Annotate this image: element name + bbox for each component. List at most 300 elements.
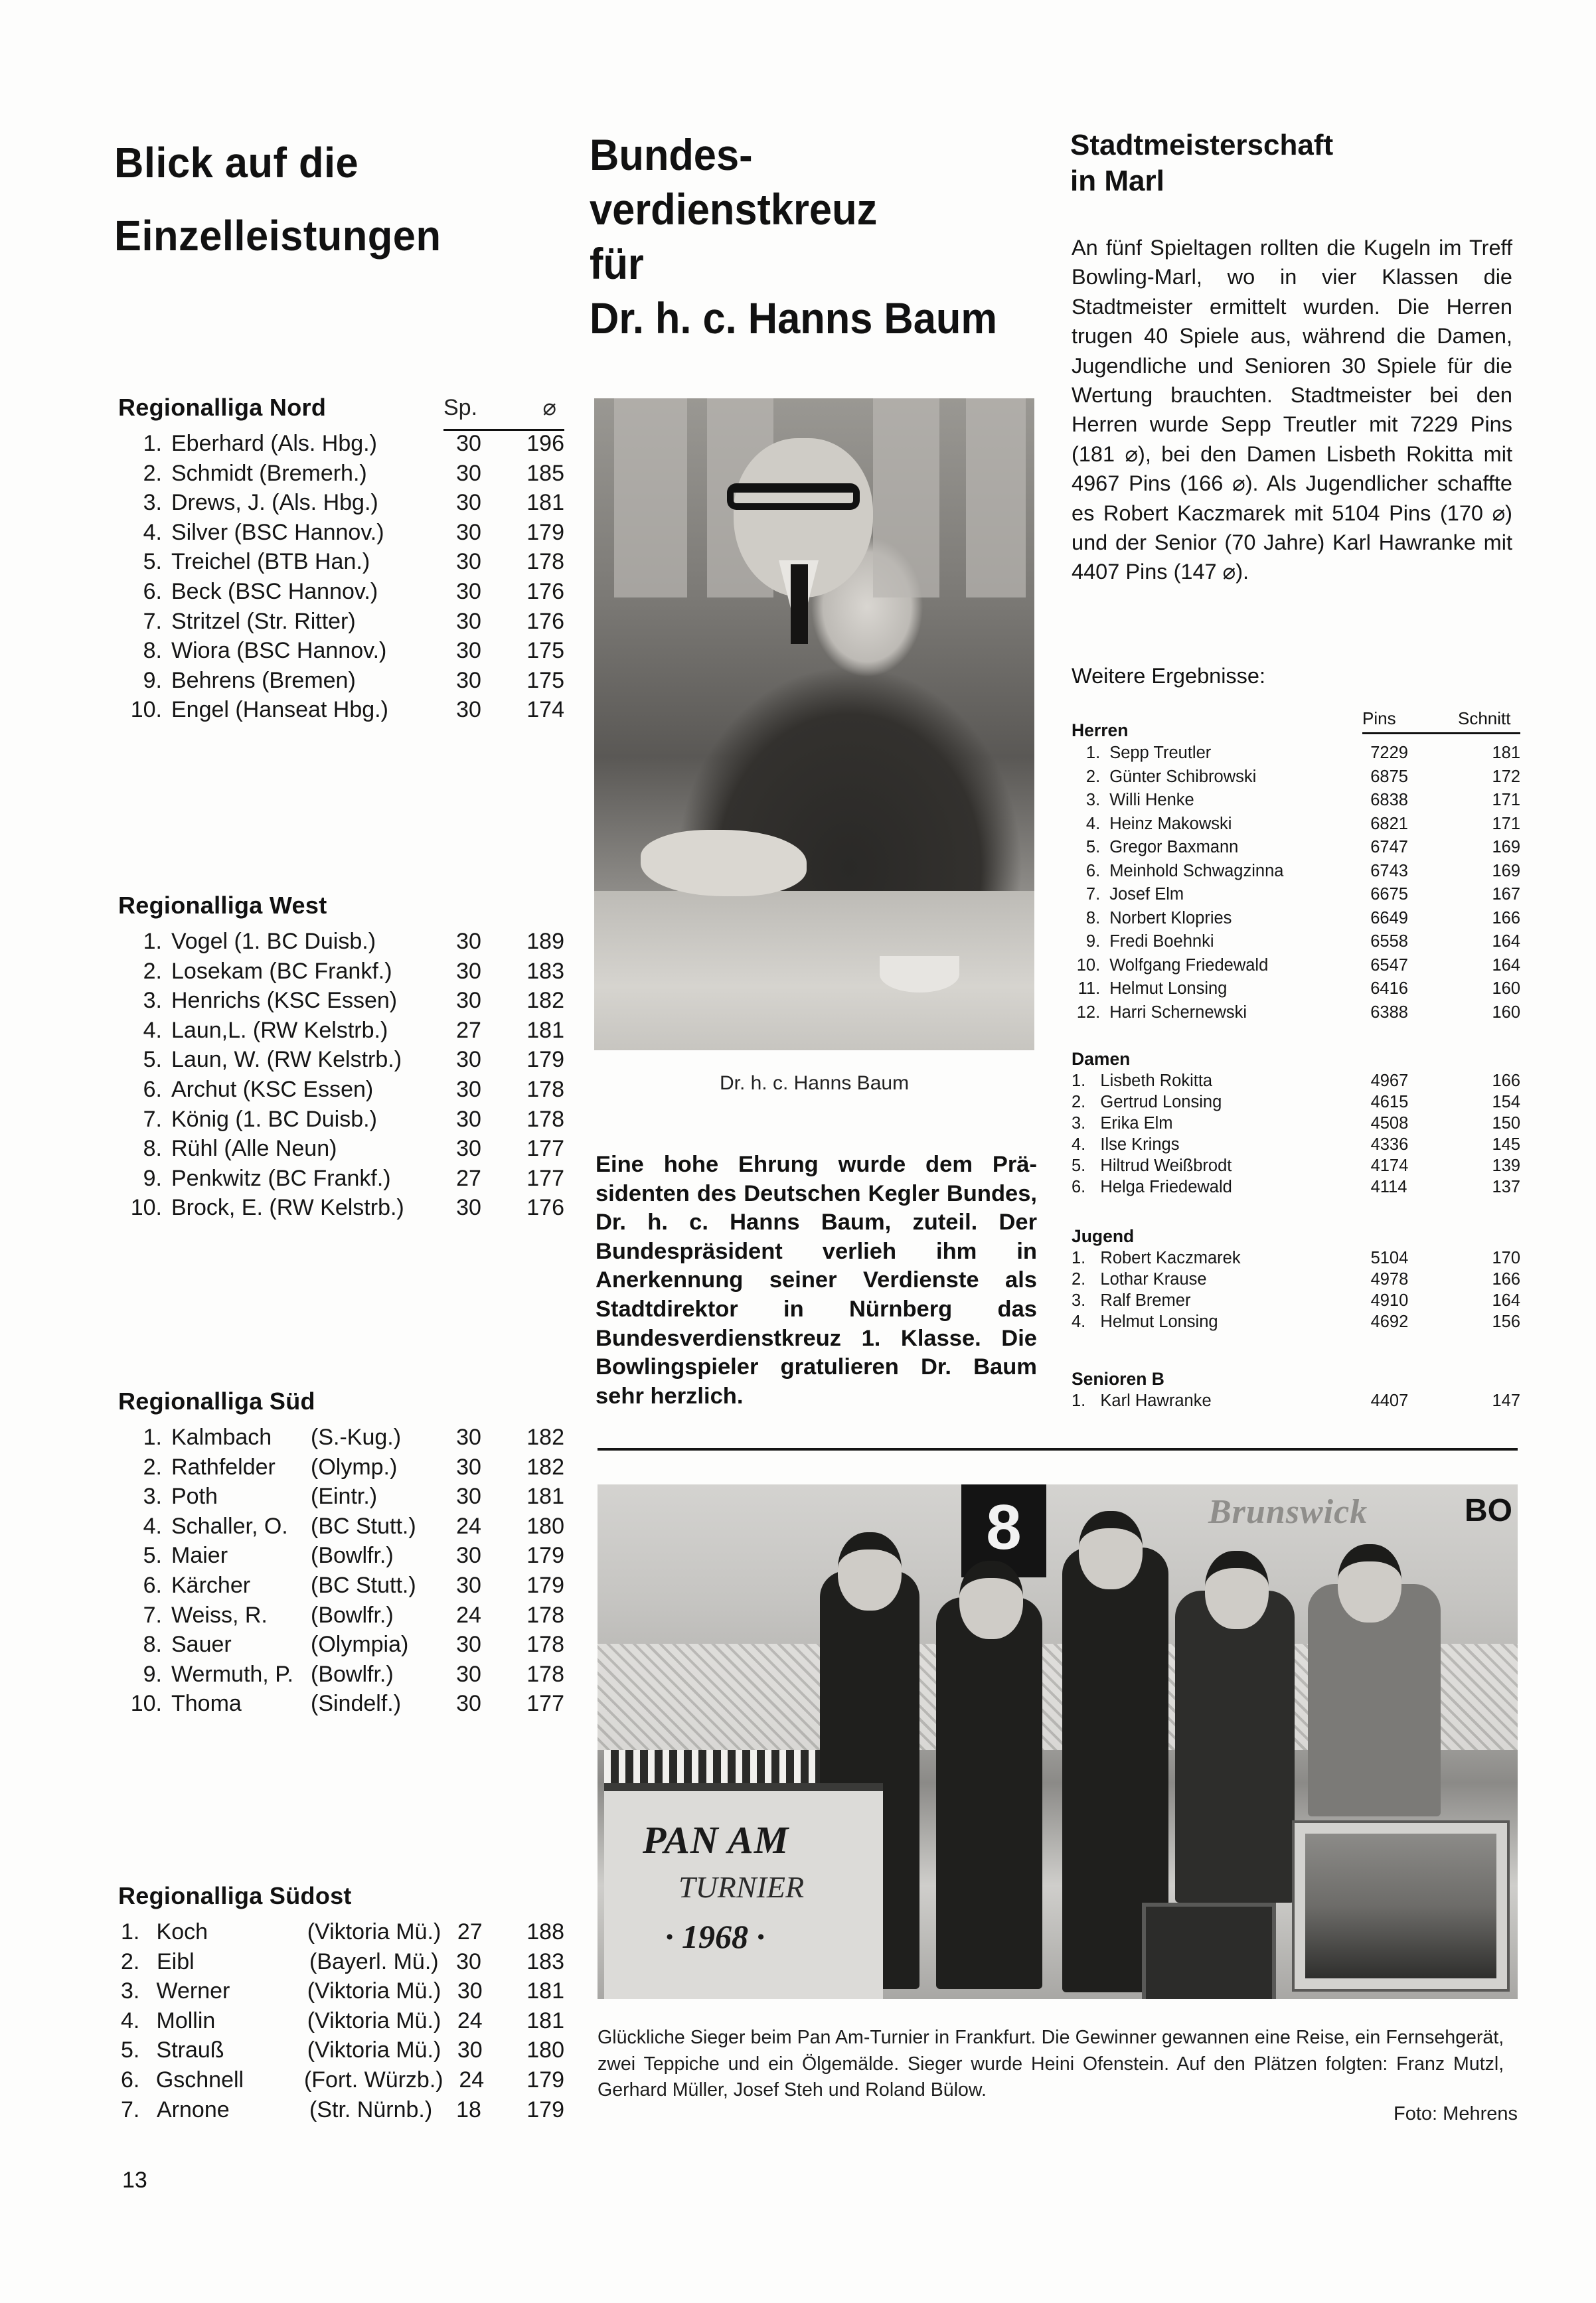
- table-row: [118, 1075, 564, 1105]
- table-row: [118, 1917, 564, 1947]
- rank: 8.: [143, 1136, 162, 1162]
- games: 30: [457, 1978, 483, 2004]
- group-heading: Senioren B: [1072, 1369, 1164, 1389]
- average: 160: [1492, 1002, 1520, 1022]
- table-row: [1072, 1134, 1520, 1155]
- rank: 2.: [143, 958, 162, 984]
- league-table-sued: [118, 1384, 564, 1719]
- player: Ilse Krings: [1100, 1135, 1180, 1154]
- rank: 2.: [1072, 1270, 1086, 1289]
- player: Hiltrud Weißbrodt: [1100, 1156, 1232, 1175]
- average: 178: [526, 1602, 564, 1628]
- pins: 4910: [1370, 1291, 1409, 1310]
- title-line-2: Einzelleistungen: [114, 212, 441, 260]
- player: Silver (BSC Hannov.): [171, 519, 384, 545]
- table-row: [118, 695, 564, 725]
- average: 179: [526, 1543, 564, 1569]
- games: 30: [457, 2037, 483, 2063]
- player: Archut (KSC Essen): [171, 1076, 374, 1102]
- table-row: [118, 1016, 564, 1046]
- player: Vogel (1. BC Duisb.): [171, 929, 376, 954]
- table-row: [118, 636, 564, 666]
- average: 181: [526, 1484, 564, 1510]
- header-rule: [443, 429, 564, 431]
- photo-caption: Glückliche Sieger beim Pan Am-Turnier in Frankfurt. Die Gewinner gewannen eine Reise, ein Fernsehgerät, zwei Teppiche und ein Ölgemälde. Sieger wurde Heini Ofenstein. Auf den Plätzen folgten: Franz Mutzl, Gerhard Müller, Josef Steh und Roland Bülow.: [598, 2027, 1504, 2101]
- average: 164: [1492, 955, 1520, 975]
- table-row: [118, 577, 564, 607]
- rank: 4.: [1072, 1312, 1086, 1331]
- average: 181: [526, 1017, 564, 1043]
- rank: 12.: [1076, 1002, 1101, 1022]
- photo-person-head: [959, 1561, 1023, 1639]
- table-row: [118, 986, 564, 1016]
- player: König (1. BC Duisb.): [171, 1106, 377, 1132]
- average: 196: [526, 431, 564, 456]
- player: Eibl: [157, 1948, 195, 1974]
- average: 171: [1492, 814, 1520, 833]
- games: 30: [456, 638, 481, 664]
- games: 18: [456, 2097, 481, 2122]
- rank: 7.: [143, 1106, 162, 1132]
- table-row: [118, 957, 564, 987]
- rank: 1.: [1085, 744, 1101, 762]
- group-heading: Jugend: [1072, 1226, 1135, 1246]
- player: Stritzel (Str. Ritter): [171, 608, 356, 634]
- photo-credit: Foto: Mehrens: [1394, 2103, 1518, 2124]
- photo-logo-sign: 8: [961, 1484, 1046, 1577]
- table-row: [118, 1423, 564, 1453]
- photo-oil-painting: [1295, 1823, 1507, 1989]
- player: Heinz Makowski: [1109, 814, 1232, 833]
- table-row: [118, 1571, 564, 1601]
- player: Rühl (Alle Neun): [171, 1136, 337, 1162]
- rank: 2.: [143, 1454, 162, 1480]
- player: Harri Schernewski: [1109, 1002, 1247, 1022]
- average: 178: [526, 1632, 564, 1658]
- article-title-einzelleistungen: [114, 126, 573, 272]
- rank: 4.: [1085, 814, 1101, 833]
- games: 24: [456, 1513, 481, 1539]
- rank: 1.: [121, 1919, 140, 1945]
- pins: 4967: [1370, 1072, 1409, 1090]
- games: 30: [456, 1076, 481, 1102]
- club: (Str. Nürnb.): [309, 2097, 433, 2122]
- club: (Viktoria Mü.): [307, 1919, 441, 1945]
- title-line-1: Stadtmeisterschaft: [1070, 129, 1334, 161]
- games: 30: [456, 697, 481, 723]
- table-row: [118, 459, 564, 489]
- league-heading: Regionalliga Nord: [118, 394, 327, 421]
- table-row: [118, 1193, 564, 1223]
- player: Poth: [171, 1484, 218, 1510]
- player: Lisbeth Rokitta: [1100, 1072, 1213, 1090]
- average: 167: [1492, 885, 1520, 904]
- average: 160: [1492, 979, 1520, 998]
- rank: 5.: [143, 1047, 162, 1073]
- rank: 4.: [143, 1017, 162, 1043]
- table-row: [1072, 765, 1520, 789]
- pan-am-group-photo: [598, 1484, 1518, 1999]
- photo-person-head: [1079, 1511, 1143, 1589]
- pins: 6675: [1370, 885, 1408, 904]
- games: 27: [456, 1017, 481, 1043]
- player: Schaller, O.: [171, 1513, 288, 1539]
- rank: 6.: [143, 578, 162, 604]
- rank: 3.: [143, 490, 162, 516]
- column-header-average: ⌀: [542, 395, 556, 420]
- rank: 1.: [1072, 1391, 1086, 1410]
- column-header-average: Schnitt: [1458, 708, 1511, 728]
- pins: 4407: [1370, 1391, 1409, 1410]
- player: Kalmbach: [171, 1425, 272, 1450]
- portrait-caption: Dr. h. c. Hanns Baum: [719, 1072, 910, 1094]
- table-row: [1072, 1176, 1520, 1198]
- pins: 4508: [1370, 1114, 1409, 1133]
- pins: 6821: [1370, 814, 1408, 833]
- rank: 9.: [1085, 932, 1101, 951]
- pins: 6388: [1370, 1002, 1408, 1022]
- club: (Bowlfr.): [311, 1661, 394, 1687]
- rank: 8.: [143, 1632, 162, 1658]
- rank: 7.: [1085, 885, 1101, 904]
- table-header: [438, 390, 564, 425]
- pins: 5104: [1370, 1249, 1409, 1267]
- photo-television: [1142, 1903, 1276, 1999]
- table-row: [118, 1453, 564, 1482]
- average: 188: [526, 1919, 564, 1945]
- games: 30: [456, 578, 481, 604]
- league-heading: Regionalliga Süd: [118, 1388, 315, 1415]
- table-row: [1072, 1091, 1520, 1113]
- player: Laun, W. (RW Kelstrb.): [171, 1047, 402, 1073]
- average: 164: [1492, 1291, 1520, 1310]
- table-row: [1072, 1269, 1520, 1290]
- player: Treichel (BTB Han.): [171, 549, 370, 575]
- average: 169: [1492, 838, 1520, 856]
- lead-paragraph: Eine hohe Ehrung wurde dem Präsidenten des Deutschen Kegler Bundes, Dr. h. c. Hanns Baum, zuteil. Der Bundespräsident verlieh ihm in Anerkennung seiner Verdienste als Stadtdirektor in Nürnberg das Bundesverdienstkreuz 1. Klasse. Die Bowlingspieler gratulieren Dr. Baum sehr herzlich.: [596, 1152, 1037, 1409]
- games: 24: [456, 1602, 481, 1628]
- average: 175: [526, 667, 564, 693]
- pins: 6547: [1370, 955, 1408, 975]
- rank: 7.: [121, 2097, 140, 2122]
- results-group-damen: [1072, 1048, 1520, 1198]
- average: 179: [526, 1572, 564, 1598]
- rank: 1.: [1072, 1072, 1086, 1090]
- table-row: [1072, 789, 1520, 813]
- games: 30: [456, 958, 481, 984]
- player: Beck (BSC Hannov.): [171, 578, 378, 604]
- average: 137: [1492, 1178, 1520, 1196]
- player: Rathfelder: [171, 1454, 276, 1480]
- photo-person-4: [1175, 1591, 1295, 1903]
- title-line: Dr. h. c. Hanns Baum: [590, 293, 997, 343]
- games: 24: [459, 2067, 485, 2093]
- average: 179: [526, 1047, 564, 1073]
- table-row: [1072, 1247, 1520, 1269]
- results-group-herren: [1072, 719, 1520, 1024]
- photo-tie: [791, 564, 808, 644]
- player: Karl Hawranke: [1100, 1391, 1212, 1410]
- rank: 3.: [121, 1978, 140, 2004]
- pins: 4978: [1370, 1270, 1409, 1289]
- club: (BC Stutt.): [311, 1513, 416, 1539]
- games: 30: [456, 460, 481, 486]
- table-row: [118, 1630, 564, 1660]
- rank: 11.: [1077, 979, 1101, 998]
- table-row: [1072, 1001, 1520, 1025]
- rank: 3.: [1085, 791, 1101, 809]
- average: 154: [1492, 1093, 1520, 1111]
- rank: 4.: [121, 2008, 140, 2033]
- rank: 5.: [1085, 838, 1101, 856]
- average: 175: [526, 638, 564, 664]
- player: Erika Elm: [1100, 1114, 1173, 1133]
- player: Fredi Boehnki: [1109, 932, 1214, 951]
- rank: 9.: [143, 1165, 162, 1191]
- article-title-stadtmeisterschaft: [1070, 127, 1522, 199]
- rank: 8.: [1085, 908, 1101, 927]
- table-row: [118, 2035, 564, 2065]
- average: 178: [526, 1076, 564, 1102]
- table-row: [118, 429, 564, 459]
- rank: 9.: [143, 667, 162, 693]
- player: Werner: [156, 1978, 230, 2004]
- player: Losekam (BC Frankf.): [171, 958, 392, 984]
- photo-person-2: [936, 1597, 1042, 1989]
- article-body: An fünf Spieltagen rollten die Kugeln im Treff Bowling-Marl, wo in vier Klassen die Stadtmeister ermittelt wurden. Die Herren trugen 40 Spiele aus, während die Damen, Jugendliche und Senioren 30 Spiele für die Wertung brauchten. Stadtmeister bei den Herren wurde Sepp Treutler mit 7229 Pins (181 ⌀), bei den Damen Lisbeth Rokitta mit 4967 Pins (166 ⌀). Als Jugendlicher schaffte es Robert Kaczmarek mit 5104 Pins (170 ⌀) und der Senior (70 Jahre) Karl Hawranke mit 4407 Pins (147 ⌀).: [1072, 236, 1512, 584]
- games: 30: [456, 1484, 481, 1510]
- average: 177: [526, 1136, 564, 1162]
- games: 30: [456, 1543, 481, 1569]
- games: 30: [456, 1106, 481, 1132]
- club: (Fort. Würzb.): [303, 2067, 443, 2093]
- page-number: 13: [122, 2168, 147, 2193]
- results-group-senioren-b: [1072, 1368, 1520, 1411]
- pins: 6743: [1370, 861, 1408, 880]
- league-heading: Regionalliga Südost: [118, 1882, 352, 1909]
- player: Meinhold Schwagzinna: [1109, 861, 1284, 880]
- league-heading: Regionalliga West: [118, 892, 327, 919]
- rank: 7.: [143, 1602, 162, 1628]
- table-row: [118, 2006, 564, 2036]
- player: Günter Schibrowski: [1109, 767, 1257, 786]
- rank: 2.: [1085, 767, 1101, 786]
- results-group-jugend: [1072, 1225, 1520, 1332]
- league-table-west: [118, 888, 564, 1223]
- pins: 4174: [1370, 1156, 1409, 1175]
- photo-person-head: [1205, 1551, 1269, 1629]
- games: 30: [456, 1047, 481, 1073]
- average: 182: [526, 1425, 564, 1450]
- photo-person-head: [1338, 1544, 1401, 1623]
- games: 27: [456, 1165, 481, 1191]
- table-row: [118, 927, 564, 957]
- player: Eberhard (Als. Hbg.): [171, 431, 377, 456]
- sign-line-2: TURNIER: [678, 1870, 805, 1904]
- club: (Viktoria Mü.): [307, 2008, 441, 2033]
- average: 176: [526, 608, 564, 634]
- rank: 2.: [121, 1948, 140, 1974]
- games: 30: [456, 988, 481, 1014]
- player: Gschnell: [155, 2067, 244, 2093]
- rank: 5.: [1072, 1156, 1086, 1175]
- table-row: [1072, 977, 1520, 1001]
- average: 174: [526, 697, 564, 723]
- table-row: [1072, 1390, 1520, 1411]
- games: 30: [456, 519, 481, 545]
- average: 169: [1492, 861, 1520, 880]
- club: (Bayerl. Mü.): [309, 1948, 439, 1974]
- table-row: [1072, 954, 1520, 978]
- player: Lothar Krause: [1100, 1270, 1207, 1289]
- player: Maier: [171, 1543, 228, 1569]
- table-row: [118, 1045, 564, 1075]
- player: Robert Kaczmarek: [1100, 1249, 1241, 1267]
- table-row: [1072, 1113, 1520, 1134]
- average: 147: [1492, 1391, 1520, 1410]
- games: 30: [456, 1572, 481, 1598]
- table-row: [1072, 930, 1520, 954]
- pins: 4615: [1370, 1093, 1409, 1111]
- average: 183: [526, 958, 564, 984]
- rank: 1.: [1072, 1249, 1086, 1267]
- games: 30: [456, 1454, 481, 1480]
- table-row: [118, 1105, 564, 1135]
- column-header-games: Sp.: [443, 395, 478, 420]
- pins: 4336: [1370, 1135, 1409, 1154]
- table-row: [118, 1482, 564, 1512]
- club: (Eintr.): [311, 1484, 378, 1510]
- average: 189: [526, 929, 564, 954]
- pins: 6416: [1370, 979, 1408, 998]
- pins: 4114: [1370, 1178, 1407, 1196]
- rank: 6.: [121, 2067, 140, 2093]
- average: 181: [526, 490, 564, 516]
- average: 150: [1492, 1114, 1520, 1133]
- league-table-nord: [118, 390, 564, 725]
- table-row: [118, 1689, 564, 1719]
- rank: 5.: [121, 2037, 140, 2063]
- average: 178: [526, 1661, 564, 1687]
- rank: 4.: [143, 519, 162, 545]
- player: Josef Elm: [1109, 885, 1184, 904]
- pins: 6875: [1370, 767, 1408, 786]
- average: 179: [526, 519, 564, 545]
- average: 178: [526, 1106, 564, 1132]
- rank: 6.: [143, 1572, 162, 1598]
- table-row: [1072, 1155, 1520, 1176]
- player: Drews, J. (Als. Hbg.): [171, 490, 378, 516]
- sign-line-1: PAN AM: [643, 1818, 789, 1862]
- title-line-2: in Marl: [1070, 165, 1164, 197]
- rank: 4.: [1072, 1135, 1086, 1154]
- table-row: [1072, 813, 1520, 836]
- player: Laun,L. (RW Kelstrb.): [171, 1017, 388, 1043]
- table-row: [118, 666, 564, 696]
- player: Behrens (Bremen): [171, 667, 356, 693]
- player: Sauer: [171, 1632, 232, 1658]
- rank: 2.: [1072, 1093, 1086, 1111]
- rank: 5.: [143, 1543, 162, 1569]
- table-row: [118, 518, 564, 548]
- games: 27: [457, 1919, 483, 1945]
- photo-table: [594, 891, 1034, 1050]
- photo-person-head: [838, 1532, 902, 1611]
- average: 156: [1492, 1312, 1520, 1331]
- pins: 4692: [1370, 1312, 1409, 1331]
- table-row: [118, 1660, 564, 1690]
- average: 182: [526, 988, 564, 1014]
- rank: 3.: [143, 988, 162, 1014]
- table-row: [1072, 1070, 1520, 1091]
- article-title-bundesverdienstkreuz: [590, 127, 1034, 345]
- title-line: für: [590, 239, 644, 288]
- table-row: [118, 488, 564, 518]
- table-row: [118, 547, 564, 577]
- rank: 2.: [143, 460, 162, 486]
- average: 177: [526, 1691, 564, 1717]
- rank: 3.: [1072, 1291, 1086, 1310]
- average: 179: [526, 2067, 565, 2093]
- average: 166: [1492, 1270, 1520, 1289]
- games: 30: [456, 1948, 481, 1974]
- table-row: [1072, 1311, 1520, 1332]
- table-row: [1072, 860, 1520, 884]
- average: 183: [526, 1948, 564, 1974]
- table-row: [118, 1134, 564, 1164]
- more-results-label: Weitere Ergebnisse:: [1072, 664, 1266, 688]
- average: 185: [526, 460, 564, 486]
- photo-hands: [641, 830, 807, 896]
- photo-cup: [880, 956, 959, 993]
- player: Strauß: [156, 2037, 224, 2063]
- club: (Viktoria Mü.): [307, 2037, 441, 2063]
- pins: 6558: [1370, 932, 1408, 951]
- average: 181: [526, 2008, 564, 2033]
- group-heading: Damen: [1072, 1049, 1131, 1069]
- sign-line-3: · 1968 ·: [665, 1918, 765, 1955]
- club: (Bowlfr.): [311, 1543, 394, 1569]
- player: Engel (Hanseat Hbg.): [171, 697, 388, 723]
- portrait-photo: [594, 398, 1034, 1050]
- table-row: [118, 607, 564, 637]
- rank: 3.: [1072, 1114, 1086, 1133]
- player: Wiora (BSC Hannov.): [171, 638, 387, 664]
- games: 30: [456, 1136, 481, 1162]
- games: 30: [456, 929, 481, 954]
- average: 179: [526, 2097, 564, 2122]
- player: Kärcher: [171, 1572, 251, 1598]
- player: Henrichs (KSC Essen): [171, 988, 398, 1014]
- average: 171: [1492, 791, 1520, 809]
- league-table-suedost: [118, 1879, 564, 2124]
- title-line-1: Blick auf die: [114, 139, 359, 187]
- average: 166: [1492, 908, 1520, 927]
- photo-brand-sign: Brunswick: [1208, 1493, 1368, 1531]
- photo-pan-am-sign: [604, 1783, 883, 1999]
- player: Arnone: [157, 2097, 230, 2122]
- pins: 6649: [1370, 908, 1408, 927]
- player: Mollin: [156, 2008, 216, 2033]
- club: (S.-Kug.): [311, 1425, 402, 1450]
- average: 166: [1492, 1072, 1520, 1090]
- table-row: [118, 1164, 564, 1194]
- photo-window-pane: [873, 398, 939, 597]
- rank: 7.: [143, 608, 162, 634]
- player: Ralf Bremer: [1100, 1291, 1191, 1310]
- player: Helmut Lonsing: [1100, 1312, 1218, 1331]
- average: 139: [1492, 1156, 1520, 1175]
